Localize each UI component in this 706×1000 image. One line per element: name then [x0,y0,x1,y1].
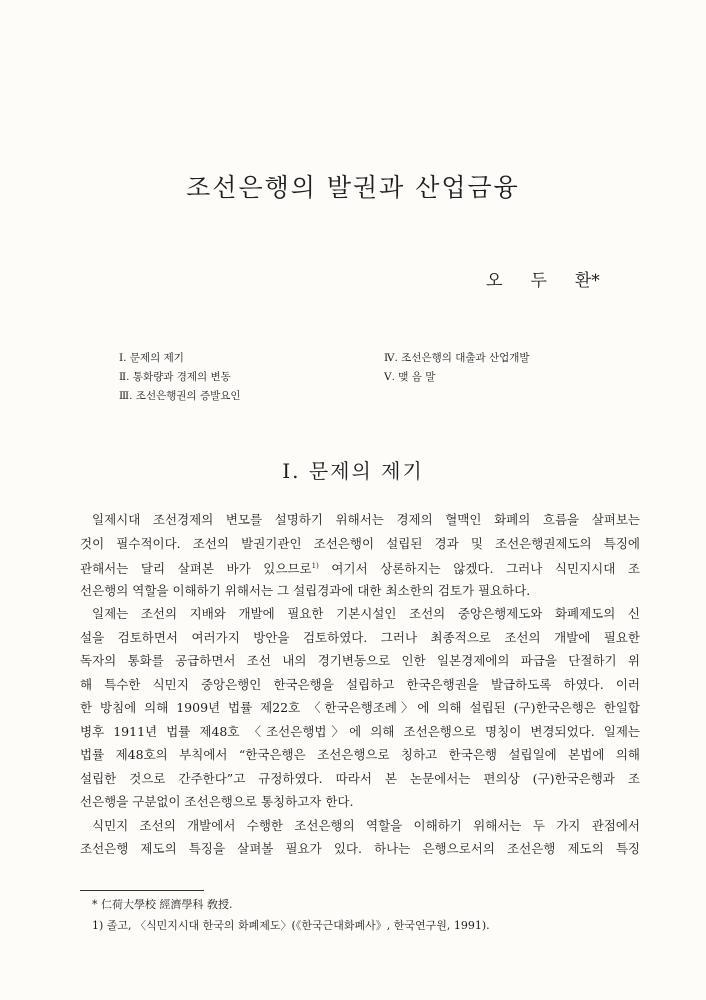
footnote-divider [80,890,204,891]
text-line: 것이 필수적이다. 조선의 발권기관인 조선은행이 설립된 경과 및 조선은행권제도의 특징에 [80,535,640,551]
text-line: 선은행의 역할을 이해하기 위해서는 그 설립경과에 대한 최소한의 검토가 필요하다. [80,582,531,598]
text-span: 여기서 상론하지는 않겠다. 그러나 식민지시대 조 [318,561,640,577]
text-span: 관해서는 달리 살펴본 바가 있으므로 [80,561,312,577]
text-line: 일제는 조선의 지배와 개발에 필요한 기본시설인 조선의 중앙은행제도와 화폐제도의 신 [92,606,640,621]
table-of-contents-right [384,349,530,387]
table-of-contents-left [119,349,241,406]
text-line: 설립한 것으로 간주한다”고 규정하였다. 따라서 본 논문에서는 편의상 (구)한국은행과 조 [80,770,640,786]
text-line: 병후 1911년 법률 제48호 〈조선은행법〉에 의해 조선은행으로 명칭이 변경되었다. 일제는 [80,723,640,739]
text-line: 법률 제48호의 부칙에서 “한국은행은 조선은행으로 칭하고 한국은행 설립일에 본법에 의해 [80,747,640,762]
text-line: 조선은행 제도의 특징을 살펴볼 필요가 있다. 하나는 은행으로서의 조선은행 제도의 특징 [80,841,640,856]
footnote-marker: 1) [311,562,319,570]
text-line: 일제시대 조선경제의 변모를 설명하기 위해서는 경제의 혈맥인 화폐의 흐름을 살펴보는 [92,512,640,527]
paper-title: 조선은행의 발권과 산업금융 [186,173,520,202]
toc-item: Ⅴ. 맺 음 말 [384,371,436,383]
text-line: 선은행을 구분없이 조선은행으로 통칭하고자 한다. [80,794,354,809]
text-line: 한 방침에 의해 1909년 법률 제22호 〈한국은행조례〉에 의해 설립된 (구)한국은행은 한일합 [80,700,640,715]
text-line [80,555,640,579]
text-line: 설을 검토하면서 여러가지 방안을 검토하였다. 그러나 최종적으로 조선의 개발에 필요한 [80,629,640,645]
footnotes [92,894,490,936]
author-name [486,266,600,291]
footnote-author-affiliation: * 仁荷大學校 經濟學科 敎授. [92,898,233,911]
toc-item: Ⅲ. 조선은행권의 증발요인 [119,390,241,402]
author-char-1: 오 [486,271,503,291]
toc-item: Ⅰ. 문제의 제기 [119,352,184,364]
body-text [80,508,640,861]
text-line: 독자의 통화를 공급하면서 조선 내의 경기변동으로 인한 일본경제에의 파급을 단절하기 위 [80,653,640,668]
footnote-1: 1) 졸고, 〈식민지시대 한국의 화폐제도〉(《한국근대화폐사》, 한국연구원, 1991). [92,919,490,932]
toc-item: Ⅱ. 통화량과 경제의 변동 [119,371,231,383]
section-heading: Ⅰ. 문제의 제기 [282,459,424,483]
author-char-2: 두 [530,271,547,291]
author-char-3: 환* [574,271,600,291]
toc-item: Ⅳ. 조선은행의 대출과 산업개발 [384,352,530,364]
text-line: 식민지 조선의 개발에서 수행한 조선은행의 역할을 이해하기 위해서는 두 가지 관점에서 [92,817,640,833]
text-line: 해 특수한 식민지 중앙은행인 한국은행을 설립하고 한국은행권을 발급하도록 하였다. 이러 [80,676,640,692]
